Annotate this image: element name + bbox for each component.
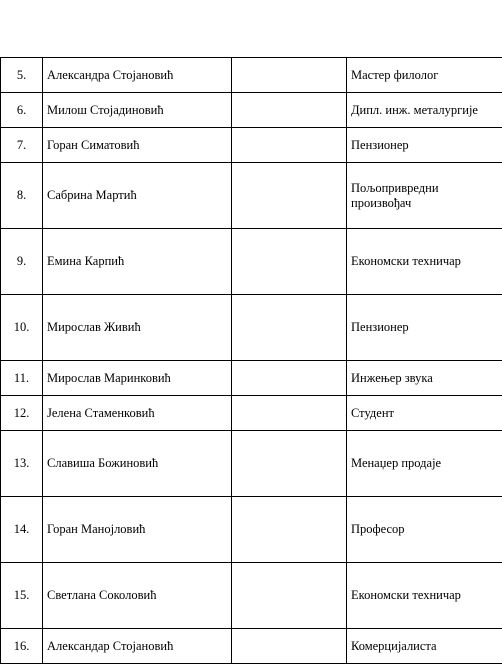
row-number: 15. <box>1 563 43 629</box>
member-name: Александар Стојановић <box>43 629 232 664</box>
row-number: 14. <box>1 497 43 563</box>
member-occupation: Инжењер звука <box>347 361 502 396</box>
row-number: 12. <box>1 396 43 431</box>
member-occupation: Економски техничар <box>347 563 502 629</box>
member-occupation: Професор <box>347 497 502 563</box>
blank-cell <box>232 497 347 563</box>
blank-cell <box>232 58 347 93</box>
table-row <box>1 396 502 431</box>
member-name: Јелена Стаменковић <box>43 396 232 431</box>
member-name: Светлана Соколовић <box>43 563 232 629</box>
row-number: 8. <box>1 163 43 229</box>
member-name: Горан Симатовић <box>43 128 232 163</box>
member-name: Мирослав Живић <box>43 295 232 361</box>
row-number: 16. <box>1 629 43 664</box>
row-number: 9. <box>1 229 43 295</box>
member-occupation: Дипл. инж. металургије <box>347 93 502 128</box>
blank-cell <box>232 93 347 128</box>
member-name: Сабрина Мартић <box>43 163 232 229</box>
table-row <box>1 128 502 163</box>
member-name: Александра Стојановић <box>43 58 232 93</box>
table-row <box>1 93 502 128</box>
blank-cell <box>232 361 347 396</box>
member-name: Горан Манојловић <box>43 497 232 563</box>
table-row <box>1 58 502 93</box>
blank-cell <box>232 431 347 497</box>
table-row <box>1 629 502 664</box>
blank-cell <box>232 295 347 361</box>
member-name: Славиша Божиновић <box>43 431 232 497</box>
member-occupation: Комерцијалиста <box>347 629 502 664</box>
member-occupation: Економски техничар <box>347 229 502 295</box>
member-name: Милош Стојадиновић <box>43 93 232 128</box>
member-name: Емина Карпић <box>43 229 232 295</box>
table-row <box>1 497 502 563</box>
row-number: 13. <box>1 431 43 497</box>
member-occupation: Пољопривредни произвођач <box>347 163 502 229</box>
table-row <box>1 295 502 361</box>
blank-cell <box>232 563 347 629</box>
member-occupation: Пензионер <box>347 128 502 163</box>
row-number: 7. <box>1 128 43 163</box>
table-row <box>1 361 502 396</box>
table-row <box>1 563 502 629</box>
row-number: 5. <box>1 58 43 93</box>
blank-cell <box>232 163 347 229</box>
members-table <box>0 57 502 664</box>
table-row <box>1 229 502 295</box>
blank-cell <box>232 629 347 664</box>
member-name: Мирослав Маринковић <box>43 361 232 396</box>
row-number: 6. <box>1 93 43 128</box>
blank-cell <box>232 396 347 431</box>
member-occupation: Пензионер <box>347 295 502 361</box>
blank-cell <box>232 128 347 163</box>
member-occupation: Студент <box>347 396 502 431</box>
member-occupation: Мастер филолог <box>347 58 502 93</box>
table-row <box>1 431 502 497</box>
blank-cell <box>232 229 347 295</box>
member-occupation: Менаџер продаје <box>347 431 502 497</box>
table-row <box>1 163 502 229</box>
row-number: 10. <box>1 295 43 361</box>
row-number: 11. <box>1 361 43 396</box>
